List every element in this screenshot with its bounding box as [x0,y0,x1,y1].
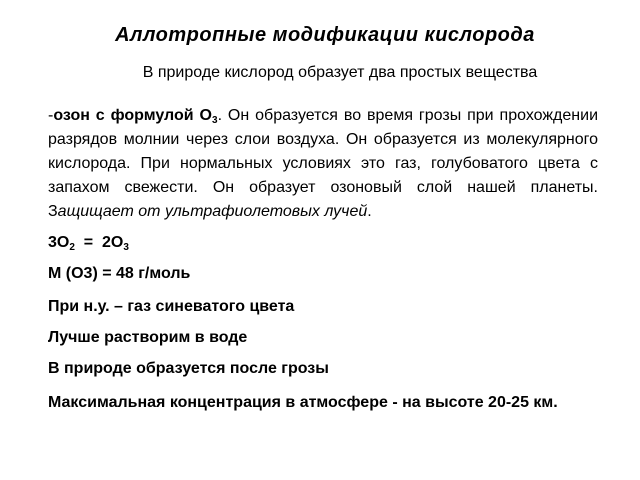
fact-solubility: Лучше растворим в воде [48,329,248,346]
slide-title: Аллотропные модификации кислорода [115,24,535,46]
description-text: . Он образуется во время грозы при прохождении разрядов молнии через слои воздуха. Он образуется из молекулярного кислорода. При нормальных условиях это газ, голубоватого цвета с запахом свежести. Он образует озоновый слой нашей планеты. З [48,107,599,220]
fact-concentration: Максимальная концентрация в атмосфере - на высоте 20-25 км. [48,394,558,411]
ozone-description: -озон с формулой $О_3$. Он образуется во время грозы при прохождении разрядов молнии через слои воздуха. Он образуется из молекулярного кислорода. При нормальных условиях это газ, голубоватого цвета с запахом свежести. Он образует озоновый слой нашей планеты. Защищает от ультрафиолетовых лучей. [48,107,599,220]
ozone-formula-lead: озон с формулой $О_3$ [53,107,218,126]
description-italic: ащищает от ультрафиолетовых лучей [57,203,368,220]
molar-mass: M (O3) = 48 г/моль [48,265,191,282]
dash: - [48,107,54,124]
fact-origin: В природе образуется после грозы [48,360,329,377]
slide-subtitle: В природе кислород образует два простых вещества [142,64,538,81]
reaction-equation: $3O_2 = 2O_3$ [48,234,129,253]
fact-color: При н.у. – газ синеватого цвета [48,298,295,315]
